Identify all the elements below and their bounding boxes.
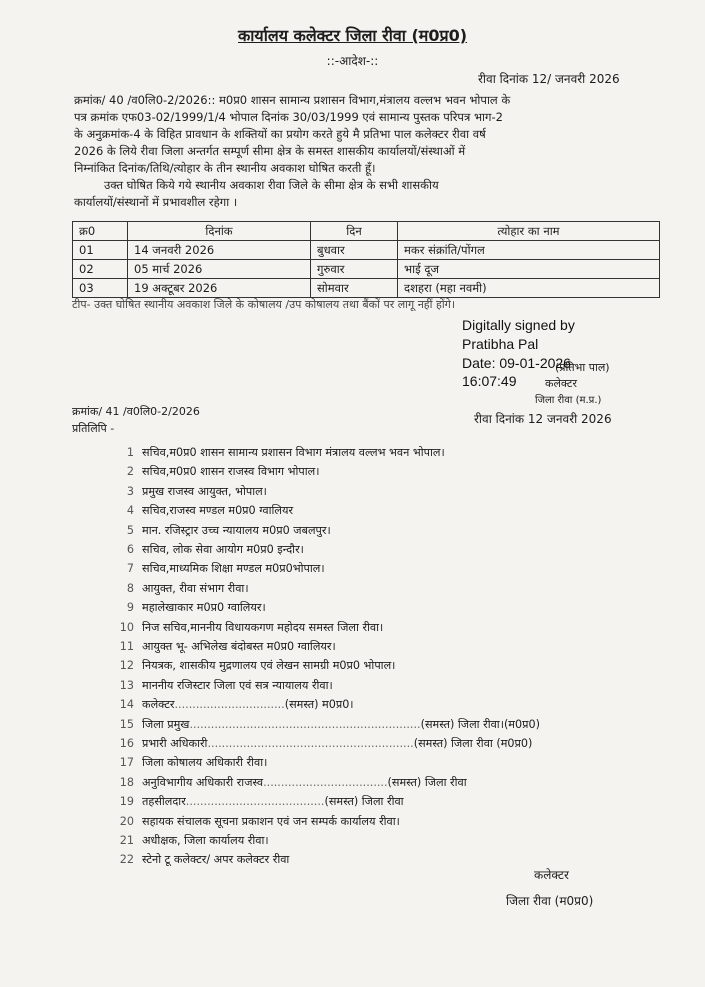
cell-day: बुधवार xyxy=(311,241,398,260)
list-item-number: 22 xyxy=(119,853,134,867)
list-item-number: 19 xyxy=(119,795,134,809)
order-line: निम्नांकित दिनांक/तिथि/त्योहार के तीन स्थानीय अवकाश घोषित करती हूँ। xyxy=(74,161,376,175)
list-item xyxy=(112,464,320,479)
list-item-dots: ................................... xyxy=(263,775,388,789)
office-title: कार्यालय कलेक्टर जिला रीवा (म0प्र0) xyxy=(237,26,468,45)
list-item-number: 8 xyxy=(126,581,134,595)
order-line: 2026 के लिये रीवा जिला अन्तर्गत सम्पूर्ण सीमा क्षेत्र के समस्त शासकीय कार्यालयों/संस्थाओं में xyxy=(74,144,466,158)
list-item-text: महालेखाकार म0प्र0 ग्वालियर। xyxy=(142,601,266,615)
col-header-date: दिनांक xyxy=(128,222,311,241)
cell-festival: भाई दूज xyxy=(398,260,660,279)
order-line: पत्र क्रमांक एफ03-02/1999/1/4 भोपाल दिनांक 30/03/1999 एवं सामान्य पुस्तक परिपत्र भाग-2 xyxy=(74,110,503,124)
list-item-number: 14 xyxy=(119,698,134,712)
table-row xyxy=(73,279,660,298)
list-item-number: 9 xyxy=(126,601,134,615)
col-header-serial: क्र0 xyxy=(73,222,128,241)
list-item-dots: .......................................................... xyxy=(207,737,414,750)
list-item-text: मान. रजिस्ट्रार उच्च न्यायालय म0प्र0 जबलपुर। xyxy=(142,523,331,537)
endorsement-date: रीवा दिनांक 12 जनवरी 2026 xyxy=(474,412,612,426)
holiday-table xyxy=(72,221,660,298)
list-item xyxy=(112,755,267,770)
list-item-number: 17 xyxy=(119,756,134,770)
footer-role: कलेक्टर xyxy=(534,868,569,882)
table-row xyxy=(73,260,660,279)
list-item-text: माननीय रजिस्टार जिला एवं सत्र न्यायालय रीवा। xyxy=(142,678,333,692)
footer-district: जिला रीवा (म0प्र0) xyxy=(506,894,594,908)
list-item-text: निज सचिव,माननीय विधायकगण महोदय समस्त जिला रीवा। xyxy=(142,620,384,634)
list-item-number: 12 xyxy=(119,659,134,673)
list-item-text: जिला प्रमुख xyxy=(142,717,190,731)
stamp-role: कलेक्टर xyxy=(545,377,577,390)
order-line: उक्त घोषित किये गये स्थानीय अवकाश रीवा जिले के सीमा क्षेत्र के सभी शासकीय xyxy=(104,178,439,192)
order-line: के अनुक्रमांक-4 के विहित प्रावधान के शक्तियों का प्रयोग करते हुये मै प्रतिभा पाल कलेक्टर रीवा वर्ष xyxy=(74,127,486,141)
list-item-number: 4 xyxy=(126,504,134,518)
list-item xyxy=(112,775,467,790)
list-item xyxy=(112,814,400,829)
list-item-number: 20 xyxy=(119,814,134,828)
list-item-number: 16 xyxy=(119,737,134,750)
cell-festival: दशहरा (महा नवमी) xyxy=(398,279,660,298)
list-item-number: 6 xyxy=(126,543,134,556)
copy-label: प्रतिलिपि - xyxy=(72,422,115,435)
list-item xyxy=(112,542,304,557)
cell-serial: 03 xyxy=(73,279,128,298)
list-item xyxy=(112,445,445,460)
col-header-day: दिन xyxy=(311,222,398,241)
list-item xyxy=(112,639,336,654)
list-item xyxy=(112,697,354,712)
list-item-number: 5 xyxy=(126,523,134,537)
list-item-text: अधीक्षक, जिला कार्यालय रीवा। xyxy=(142,834,269,847)
list-item-text: नियत्रक, शासकीय मुद्रणालय एवं लेखन सामग्री म0प्र0 भोपाल। xyxy=(142,659,396,673)
list-item-number: 1 xyxy=(126,446,134,459)
cell-date: 14 जनवरी 2026 xyxy=(128,241,311,260)
list-item-text: जिला कोषालय अधिकारी रीवा। xyxy=(142,756,268,770)
list-item xyxy=(112,833,269,848)
list-item-text: सचिव,म0प्र0 शासन सामान्य प्रशासन विभाग मंत्रालय वल्लभ भवन भोपाल। xyxy=(142,446,445,459)
digital-signature-time: 16:07:49 xyxy=(462,373,517,389)
list-item-text: प्रमुख राजस्व आयुक्त, भोपाल। xyxy=(142,484,267,498)
list-item-text: अनुविभागीय अधिकारी राजस्व xyxy=(142,775,264,789)
list-item-tail: (समस्त) जिला रीवा।(म0प्र0) xyxy=(420,717,540,731)
stamp-name: (प्रतिभा पाल) xyxy=(555,361,610,374)
list-item-text: सचिव,राजस्व मण्डल म0प्र0 ग्वालियर xyxy=(142,504,294,518)
cell-date: 19 अक्टूबर 2026 xyxy=(128,279,311,298)
list-item-text: सचिव,माध्यमिक शिक्षा मण्डल म0प्र0भोपाल। xyxy=(142,562,325,576)
list-item xyxy=(112,523,331,538)
note-text: टीप- उक्त घोषित स्थानीय अवकाश जिले के कोषालय /उप कोषालय तथा बैंकों पर लागू नहीं होंगे। xyxy=(72,298,456,311)
order-line: क्रमांक/ 40 /व0लि0-2/2026:: म0प्र0 शासन सामान्य प्रशासन विभाग,मंत्रालय वल्लभ भवन भोपाल के xyxy=(74,93,511,107)
list-item xyxy=(112,852,289,867)
endorsement-number: क्रमांक/ 41 /व0लि0-2/2026 xyxy=(72,405,200,418)
digital-signature-line1: Digitally signed by xyxy=(462,317,575,333)
list-item-text: प्रभारी अधिकारी xyxy=(142,737,208,750)
list-item-number: 3 xyxy=(126,484,134,498)
list-item xyxy=(112,794,404,809)
list-item-number: 18 xyxy=(119,775,134,789)
digital-signature-date: Date: 09-01-2026 xyxy=(462,355,571,371)
cell-festival: मकर संक्रांति/पोंगल xyxy=(398,241,660,260)
list-item-tail: (समस्त) जिला रीवा xyxy=(324,795,404,809)
list-item-dots: ............................... xyxy=(174,698,285,712)
list-item-number: 15 xyxy=(119,717,134,731)
stamp-district: जिला रीवा (म.प्र.) xyxy=(535,395,602,406)
list-item xyxy=(112,503,293,518)
list-item-text: सचिव,म0प्र0 शासन राजस्व विभाग भोपाल। xyxy=(142,465,320,479)
list-item-number: 7 xyxy=(126,562,134,576)
list-item xyxy=(112,484,267,499)
list-item xyxy=(112,736,532,751)
list-item-dots: ................................................................. xyxy=(189,717,421,731)
cell-date: 05 मार्च 2026 xyxy=(128,260,311,279)
cell-serial: 02 xyxy=(73,260,128,279)
list-item xyxy=(112,620,383,635)
list-item-number: 10 xyxy=(119,620,134,634)
digital-signature-name: Pratibha Pal xyxy=(462,336,539,352)
cell-day: सोमवार xyxy=(311,279,398,298)
list-item xyxy=(112,581,249,596)
list-item xyxy=(112,658,395,673)
col-header-festival: त्योहार का नाम xyxy=(398,222,660,241)
list-item-tail: (समस्त) म0प्र0। xyxy=(284,698,354,712)
list-item xyxy=(112,678,333,693)
list-item xyxy=(112,717,540,732)
order-line: कार्यालयों/संस्थानों में प्रभावशील रहेगा । xyxy=(74,195,238,209)
cell-serial: 01 xyxy=(73,241,128,260)
list-item-text: आयुक्त भू- अभिलेख बंदोबस्त म0प्र0 ग्वालियर। xyxy=(142,640,336,653)
list-item-number: 2 xyxy=(126,465,134,479)
list-item xyxy=(112,561,325,576)
list-item-text: सहायक संचालक सूचना प्रकाशन एवं जन सम्पर्क कार्यालय रीवा। xyxy=(142,814,400,828)
list-item-number: 11 xyxy=(119,640,134,653)
list-item-text: सचिव, लोक सेवा आयोग म0प्र0 इन्दौर। xyxy=(142,543,304,556)
list-item xyxy=(112,600,266,615)
order-heading: ::-आदेश-:: xyxy=(326,54,379,68)
order-paragraph xyxy=(74,92,668,211)
cell-day: गुरुवार xyxy=(311,260,398,279)
list-item-text: स्टेनो टू कलेक्टर/ अपर कलेक्टर रीवा xyxy=(142,853,290,867)
list-item-text: कलेक्टर xyxy=(142,698,175,712)
list-item-tail: (समस्त) जिला रीवा xyxy=(387,775,467,789)
list-item-text: आयुक्त, रीवा संभाग रीवा। xyxy=(142,581,249,595)
list-item-tail: (समस्त) जिला रीवा (म0प्र0) xyxy=(413,737,533,750)
order-date: रीवा दिनांक 12/ जनवरी 2026 xyxy=(478,72,620,86)
list-item-text: तहसीलदार xyxy=(142,795,186,809)
list-item-number: 13 xyxy=(119,678,134,692)
list-item-number: 21 xyxy=(119,834,134,847)
list-item-dots: ....................................... xyxy=(185,795,325,809)
table-header-row xyxy=(73,222,660,241)
table-row xyxy=(73,241,660,260)
